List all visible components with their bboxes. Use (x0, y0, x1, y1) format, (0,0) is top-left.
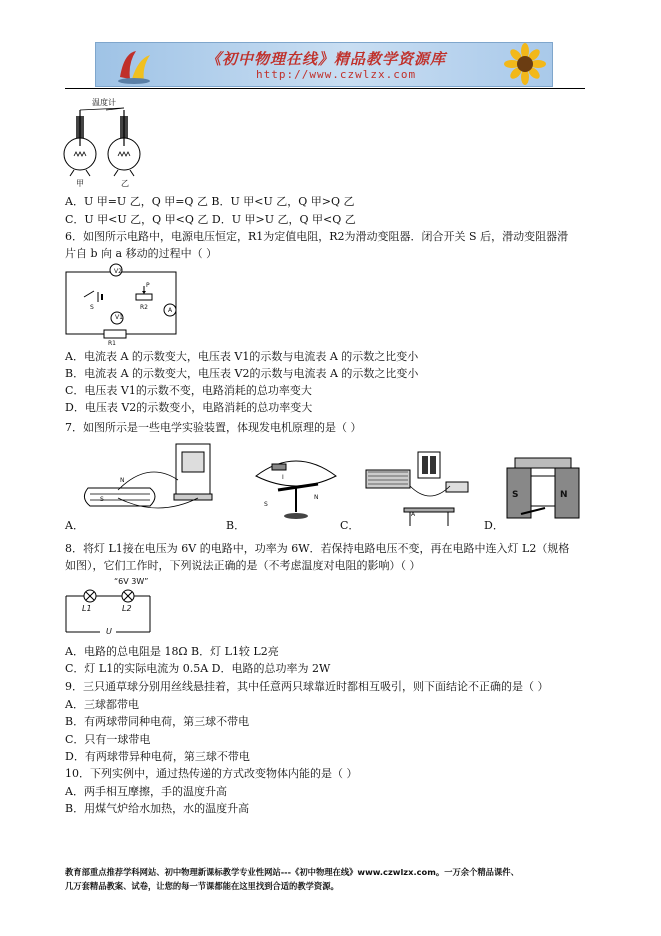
q9-option-c: C．只有一球带电 (65, 733, 151, 746)
header-url: http://www.czwlzx.com (256, 68, 417, 81)
q7-stem: 7．如图所示是一些电学实验装置，体现发电机原理的是（ ） (65, 421, 362, 434)
sunflower-icon (500, 43, 550, 86)
q8-options-line1: A．电路的总电阻是 18Ω B．灯 L1较 L2亮 (65, 645, 279, 658)
q8-stem-line2: 如图），它们工作时，下列说法正确的是（不考虑温度对电阻的影响）（ ） (65, 559, 421, 572)
site-logo-icon (114, 45, 154, 85)
q6-option-c: C．电压表 V1的示数不变，电路消耗的总功率变大 (65, 384, 312, 397)
l1-label: L1 (82, 604, 92, 613)
q6-option-d: D．电压表 V2的示数变小，电路消耗的总功率变大 (65, 401, 313, 414)
header-title: 《初中物理在线》精品教学资源库 (206, 50, 447, 68)
q7d-n-label: N (560, 490, 568, 500)
r1-label: R1 (108, 340, 116, 347)
thermometer-label: 温度计 (92, 98, 116, 107)
l2-spec-label: “6V 3W” (114, 577, 149, 586)
l2-label: L2 (122, 604, 132, 613)
q7b-n-label: N (314, 494, 319, 501)
q8-stem-line1: 8．将灯 L1接在电压为 6V 的电路中，功率为 6W．若保持电路电压不变，再在电路中连入灯 L2（规格 (65, 542, 570, 555)
q7-label-d: D． (484, 519, 504, 532)
q7-label-b: B． (226, 519, 246, 532)
q9-option-d: D．有两球带异种电荷，第三球不带电 (65, 750, 250, 763)
q5-figure (64, 106, 164, 186)
q7-label-c: C． (340, 519, 360, 532)
v2-label: V2 (114, 268, 122, 275)
q10-option-a: A．两手相互摩擦，手的温度升高 (65, 785, 227, 798)
jia-label: 甲 (76, 179, 84, 188)
q7c-a-label: A (411, 511, 416, 518)
q7-figure-d (505, 446, 595, 531)
q10-option-b: B．用煤气炉给水加热，水的温度升高 (65, 802, 250, 815)
q7b-i-label: I (282, 474, 284, 481)
ammeter-label: A (168, 307, 173, 314)
q10-stem: 10．下列实例中，通过热传递的方式改变物体内能的是（ ） (65, 767, 358, 780)
q7-figure-c (360, 446, 480, 531)
q6-circuit-figure (64, 264, 184, 344)
q6-option-a: A．电流表 A 的示数变大，电压表 V1的示数与电流表 A 的示数之比变小 (65, 350, 419, 363)
q6-option-b: B．电流表 A 的示数变大，电压表 V2的示数与电流表 A 的示数之比变小 (65, 367, 419, 380)
q8-options-line2: C．灯 L1的实际电流为 0.5A D．电路的总功率为 2W (65, 662, 331, 675)
header-banner (95, 42, 553, 87)
q7-label-a: A． (65, 519, 84, 532)
footer-line1: 教育部重点推荐学科网站、初中物理新课标教学专业性网站---《初中物理在线》www.czwlzx.com。一万余个精品课件、 (65, 867, 519, 877)
v1-label: V1 (115, 314, 123, 321)
q7-figure-b (248, 446, 348, 526)
q7a-n-label: N (120, 477, 125, 484)
header-rule (65, 88, 585, 89)
q7d-s-label: S (512, 490, 519, 500)
switch-label: S (90, 304, 94, 311)
q5-options-line1: A．U 甲=U 乙，Q 甲=Q 乙 B．U 甲<U 乙，Q 甲>Q 乙 (65, 195, 355, 208)
footer-line2: 几万套精品教案、试卷，让您的每一节课都能在这里找到合适的教学资源。 (65, 881, 339, 891)
u-label: U (106, 627, 112, 636)
q7-figure-a (78, 438, 228, 528)
q6-stem-line1: 6．如图所示电路中，电源电压恒定，R1为定值电阻，R2为滑动变阻器．闭合开关 S 后，滑动变阻器滑 (65, 230, 569, 243)
yi-label: 乙 (121, 179, 129, 188)
p-label: P (146, 282, 150, 289)
q9-option-a: A．三球都带电 (65, 698, 139, 711)
q9-stem: 9．三只通草球分别用丝线悬挂着，其中任意两只球靠近时都相互吸引，则下面结论不正确的是（ ） (65, 680, 549, 693)
q9-option-b: B．有两球带同种电荷，第三球不带电 (65, 715, 250, 728)
q5-options-line2: C．U 甲<U 乙，Q 甲<Q 乙 D．U 甲>U 乙，Q 甲<Q 乙 (65, 213, 356, 226)
r2-label: R2 (140, 304, 148, 311)
q6-stem-line2: 片自 b 向 a 移动的过程中（ ） (65, 247, 218, 260)
q7b-s-label: S (264, 501, 268, 508)
q7a-s-label: S (100, 496, 104, 503)
